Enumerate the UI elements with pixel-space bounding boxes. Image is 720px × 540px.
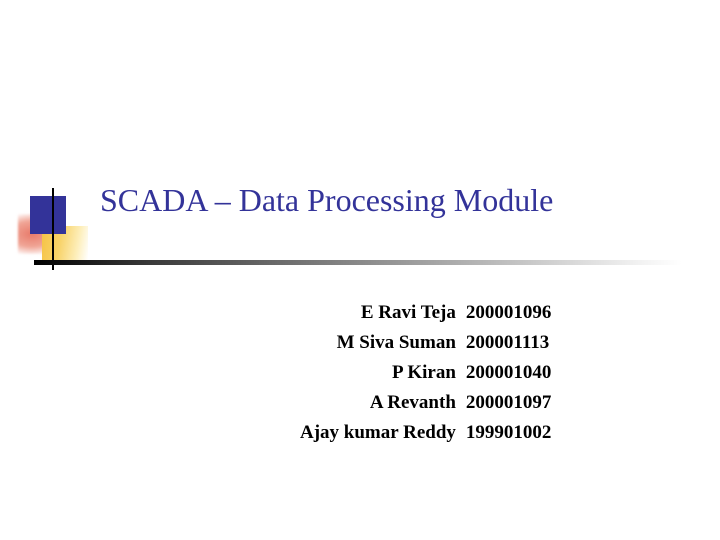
table-row — [300, 360, 551, 390]
author-roll-number: 200001097 — [465, 392, 552, 413]
author-roll-number: 199901002 — [465, 422, 552, 443]
title-underline-rule — [34, 260, 682, 265]
slide-title: SCADA – Data Processing Module — [100, 182, 554, 218]
author-name: M Siva Suman — [336, 332, 456, 353]
table-row — [300, 390, 551, 420]
author-name: A Revanth — [369, 392, 456, 413]
table-row — [300, 330, 551, 360]
author-name: E Ravi Teja — [360, 302, 456, 323]
author-name: Ajay kumar Reddy — [300, 422, 456, 443]
author-roll-number: 200001040 — [465, 362, 552, 383]
table-row — [300, 300, 551, 330]
authors-table — [300, 300, 551, 450]
vertical-divider-line — [52, 188, 54, 270]
author-roll-number: 200001096 — [465, 302, 552, 323]
author-roll-number: 200001113 — [465, 332, 550, 353]
title-decoration-group — [18, 186, 88, 270]
author-name: P Kiran — [392, 362, 456, 383]
blue-square-block — [30, 196, 66, 234]
table-row — [300, 420, 551, 450]
